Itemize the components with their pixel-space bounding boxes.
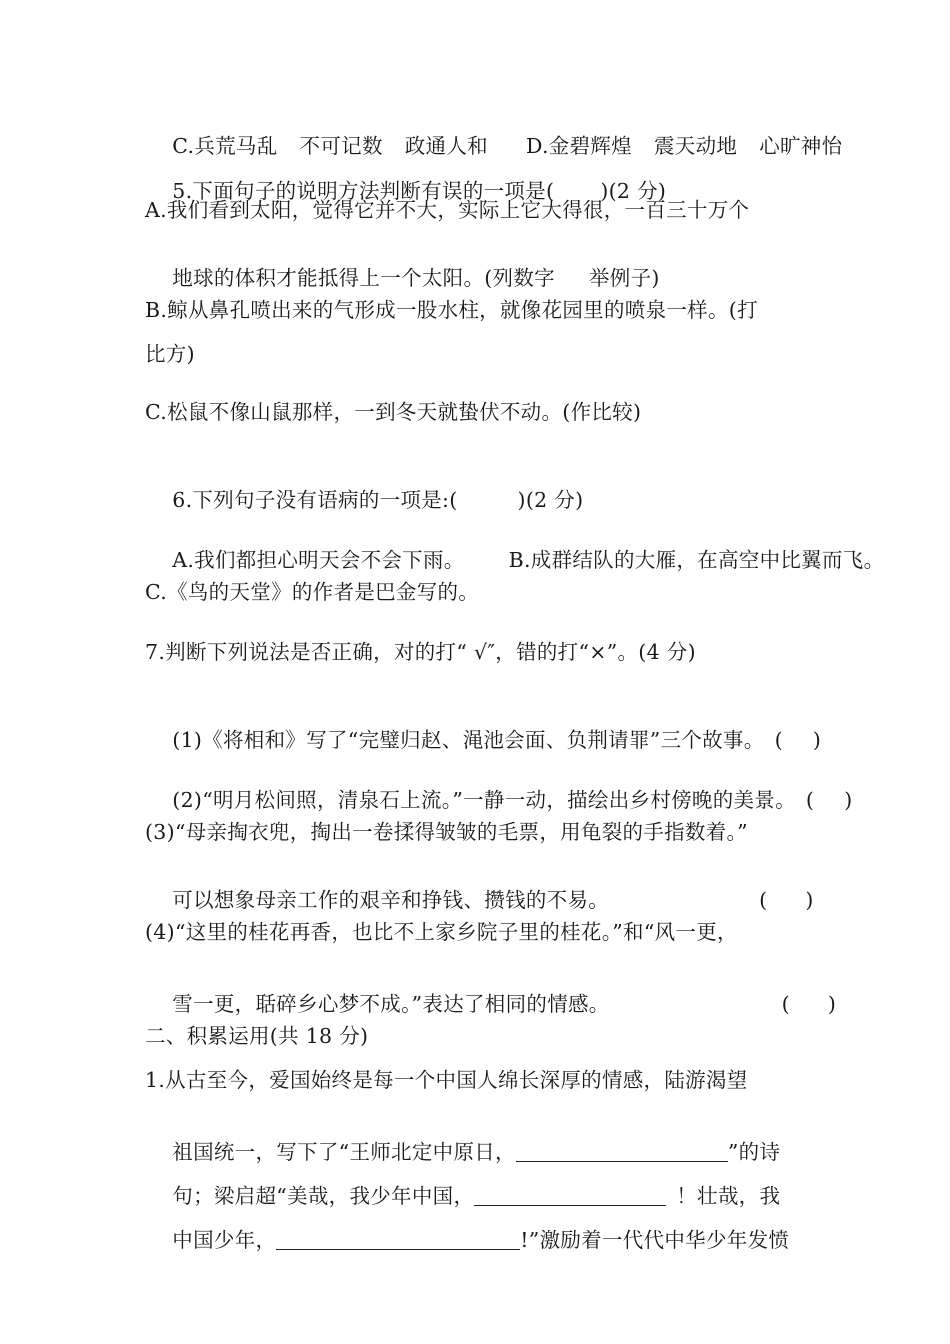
section2-q1-line3: 句；梁启超“美哉，我少年中国， ！壮哉，我 [172, 1184, 781, 1208]
q4-option-d-1: D.金碧辉煌 [525, 134, 632, 158]
q7-statement-3-line1: (3)“母亲掏衣兜，掏出一卷揉得皱皱的毛票，用龟裂的手指数着。” [145, 820, 748, 844]
q7-statement-2: (2)“明月松间照，清泉石上流。”一静一动，描绘出乡村傍晚的美景。 ( ) [172, 788, 853, 812]
q7-stem: 7.判断下列说法是否正确，对的打“ √″，错的打“×”。(4 分) [145, 640, 696, 664]
q7-statement-3-line2: 可以想象母亲工作的艰辛和挣钱、攒钱的不易。 ( ) [172, 888, 814, 912]
q5-option-c: C.松鼠不像山鼠那样，一到冬天就蛰伏不动。(作比较) [145, 400, 642, 424]
q5-option-a-note: 举例子) [588, 266, 660, 290]
q6-score: )(2 分) [517, 488, 584, 512]
section2-q1-line4: 中国少年， !”激励着一代代中华少年发愤 [172, 1228, 790, 1252]
fill-blank-3[interactable] [276, 1227, 520, 1250]
q5-stem-text: 5.下面句子的说明方法判断有误的一项是( [172, 179, 555, 203]
section2-q1-line2: 祖国统一，写下了“王师北定中原日， ”的诗 [172, 1140, 781, 1164]
q7-answer-paren-3: ( ) [759, 888, 814, 912]
q5-option-a-line1: A.我们看到太阳，觉得它并不大，实际上它大得很，一百三十万个 [145, 198, 750, 222]
q4-option-d-3: 心旷神怡 [759, 134, 843, 158]
q5-score: )(2 分) [600, 179, 667, 203]
q4-option-c-3: 政通人和 [404, 134, 488, 158]
q4-option-c-2: 不可记数 [299, 134, 383, 158]
q5-option-a-text: 地球的体积才能抵得上一个太阳。(列数字 [172, 266, 555, 290]
q6-option-c: C.《鸟的天堂》的作者是巴金写的。 [145, 580, 480, 604]
q7-answer-paren-2: ( ) [805, 788, 853, 812]
q6-stem-text: 6.下列句子没有语病的一项是:( [172, 488, 458, 512]
q7-statement-1: (1)《将相和》写了“完璧归赵、渑池会面、负荆请罪”三个故事。 ( ) [172, 728, 822, 752]
q5-option-b-line1: B.鲸从鼻孔喷出来的气形成一股水柱，就像花园里的喷泉一样。(打 [145, 298, 758, 322]
q6-option-a: A.我们都担心明天会不会下雨。 [172, 548, 465, 572]
section2-q1-line1: 1.从古至今，爱国始终是每一个中国人绵长深厚的情感，陆游渴望 [145, 1068, 748, 1092]
q4-option-d-2: 震天动地 [653, 134, 738, 158]
q6-option-b: B.成群结队的大雁，在高空中比翼而飞。 [508, 548, 885, 572]
q7-answer-paren-1: ( ) [774, 728, 822, 752]
section2-title: 二、积累运用(共 18 分) [145, 1024, 369, 1048]
q7-statement-4-line2: 雪一更，聒碎乡心梦不成。”表达了相同的情感。 ( ) [172, 992, 837, 1016]
q4-option-c-1: C.兵荒马乱 [172, 134, 278, 158]
q5-option-b-line2: 比方) [145, 342, 195, 366]
q7-answer-paren-4: ( ) [781, 992, 837, 1016]
q7-statement-4-line1: (4)“这里的桂花再香，也比不上家乡院子里的桂花。”和“风一更， [145, 920, 738, 944]
